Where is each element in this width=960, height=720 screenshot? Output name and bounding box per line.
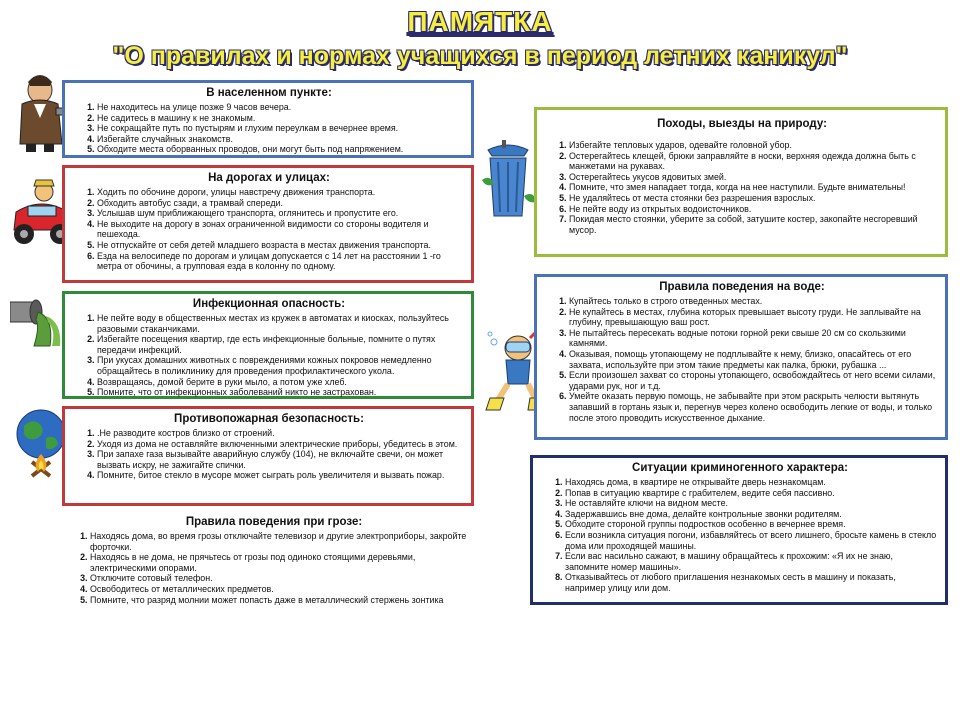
list-item: 7. Если вас насильно сажают, в машину обращайтесь к прохожим: «Я их не знаю, запомните номер машины». [565,551,937,572]
section-infection-list [75,313,463,398]
list-item: 1. Избегайте тепловых ударов, одевайте головной убор. [569,140,937,151]
sewage-pipe-icon [10,296,68,348]
list-item: 4. Возвращаясь, домой берите в руки мыло, а потом уже хлеб. [97,377,463,388]
list-item: 5. Не отпускайте от себя детей младшего возраста в местах движения транспорта. [97,240,463,251]
list-item: 5. Если произошел захват со стороны утопающего, освобождайтесь от него всеми силами, ударами рук, ног и т.д. [569,370,937,391]
list-item: 4. Избегайте случайных знакомств. [97,134,463,145]
list-item: 2. Избегайте посещения квартир, где есть инфекционные больные, помните о путях передачи инфекций. [97,334,463,355]
section-roads-list [75,187,463,272]
list-item: 1. Ходить по обочине дороги, улицы навстречу движения транспорта. [97,187,463,198]
section-storm-title: Правила поведения при грозе: [185,516,363,528]
section-fire [62,406,474,506]
list-item: 4. Не выходите на дорогу в зонах ограниченной видимости со стороны водителя и пешехода. [97,219,463,240]
section-storm-list [68,531,480,605]
list-item: 3. При запахе газа вызывайте аварийную службу (104), не включайте свечи, он может вызвать искру, не зажигайте спички. [97,449,463,470]
list-item: 1. .Не разводите костров близко от строений. [97,428,463,439]
list-item: 3. Отключите сотовый телефон. [90,573,480,584]
list-item: 2. Остерегайтесь клещей, брюки заправляйте в носки, верхняя одежда должна быть с манжетами на рукавах. [569,151,937,172]
section-hiking [534,107,948,257]
list-item: 1. Не пейте воду в общественных местах из кружек в автоматах и киосках, пользуйтесь разовыми стаканчиками. [97,313,463,334]
section-roads [62,165,474,283]
section-water-title: Правила поведения на воде: [659,281,825,293]
section-crime-title: Ситуации криминогенного характера: [632,462,848,474]
section-storm [62,516,486,605]
list-item: 3. Услышав шум приближающего транспорта, оглянитесь и пропустите его. [97,208,463,219]
section-infection-title: Инфекционная опасность: [192,298,346,310]
list-item: 8. Отказывайтесь от любого приглашения незнакомых сесть в машину и показать, например улицу или дом. [565,572,937,593]
section-roads-title: На дорогах и улицах: [208,172,330,184]
section-settlement [62,80,474,158]
section-hiking-list [547,140,937,235]
list-item: 3. Остерегайтесь укусов ядовитых змей. [569,172,937,183]
section-crime [530,455,948,605]
page-title: ПАМЯТКА [407,6,553,37]
list-item: 3. При укусах домашних животных с повреждениями кожных покровов немедленно обращайтесь в поликлинику для проведения профилактического укола. [97,355,463,376]
section-crime-list [543,477,937,594]
trash-can-icon [480,140,536,220]
list-item: 4. Освободитесь от металлических предметов. [90,584,480,595]
section-settlement-title: В населенном пункте: [206,87,332,99]
list-item: 2. Попав в ситуацию квартире с грабителем, ведите себя пассивно. [565,488,937,499]
section-fire-list [75,428,463,481]
list-item: 6. Умейте оказать первую помощь, не забывайте при этом раскрыть челюсти вытянуть запавший в гортань язык и, перегнув через колено освободить легкие от воды, и только после этого проводить искусственное дыхание. [569,391,937,423]
section-fire-title: Противопожарная безопасность: [174,413,364,425]
list-item: 3. Не сокращайте путь по пустырям и глухим переулкам в вечернее время. [97,123,463,134]
list-item: 2. Не купайтесь в местах, глубина которых превышает высоту груди. Не заплывайте на глубину, превышающую ваш рост. [569,307,937,328]
list-item: 6. Езда на велосипеде по дорогам и улицам допускается с 14 лет на расстоянии 1 -го метра от обочины, а групповая езда в колонну по одному. [97,251,463,272]
list-item: 1. Не находитесь на улице позже 9 часов вечера. [97,102,463,113]
list-item: 4. Помните, что змея нападает тогда, когда на нее наступили. Будьте внимательны! [569,182,937,193]
list-item: 6. Не пейте воду из открытых водоисточников. [569,204,937,215]
list-item: 1. Находясь дома, во время грозы отключайте телевизор и другие электроприборы, закройте форточки. [90,531,480,552]
list-item: 5. Помните, что от инфекционных заболеваний никто не застрахован. [97,387,463,398]
list-item: 2. Обходить автобус сзади, а трамвай спереди. [97,198,463,209]
list-item: 4. Задержавшись вне дома, делайте контрольные звонки родителям. [565,509,937,520]
list-item: 3. Не пытайтесь пересекать водные потоки горной реки свыше 20 см со скользкими камнями. [569,328,937,349]
list-item: 1. Находясь дома, в квартире не открывайте дверь незнакомцам. [565,477,937,488]
section-settlement-list [75,102,463,155]
list-item: 4. Оказывая, помощь утопающему не подплывайте к нему, близко, опасайтесь от его захвата, используйте при этом такие предметы как палка, брюки, рубашка ... [569,349,937,370]
list-item: 2. Уходя из дома не оставляйте включенными электрические приборы, убедитесь в этом. [97,439,463,450]
list-item: 5. Не удаляйтесь от места стоянки без разрешения взрослых. [569,193,937,204]
list-item: 5. Обходите места оборванных проводов, они могут быть под напряжением. [97,144,463,155]
section-infection [62,291,474,399]
list-item: 6. Если возникла ситуация погони, избавляйтесь от всего лишнего, бросьте камень в стекло дома или проходящей машины. [565,530,937,551]
list-item: 1. Купайтесь только в строго отведенных местах. [569,296,937,307]
list-item: 3. Не оставляйте ключи на видном месте. [565,498,937,509]
section-hiking-title: Походы, выезды на природу: [657,118,827,130]
list-item: 2. Не садитесь в машину к не знакомым. [97,113,463,124]
page-subtitle: "О правилах и нормах учащихся в период летних каникул" [112,42,848,70]
list-item: 5. Обходите стороной группы подростков особенно в вечернее время. [565,519,937,530]
section-water-list [547,296,937,423]
list-item: 4. Помните, битое стекло в мусоре может сыграть роль увеличителя и вызвать пожар. [97,470,463,481]
section-water [534,274,948,440]
list-item: 2. Находясь в не дома, не прячьтесь от грозы под одиноко стоящими деревьями, электрическими опорами. [90,552,480,573]
list-item: 5. Помните, что разряд молнии может попасть даже в металлический стержень зонтика [90,595,480,606]
list-item: 7. Покидая место стоянки, уберите за собой, затушите костер, закопайте несгоревший мусор. [569,214,937,235]
